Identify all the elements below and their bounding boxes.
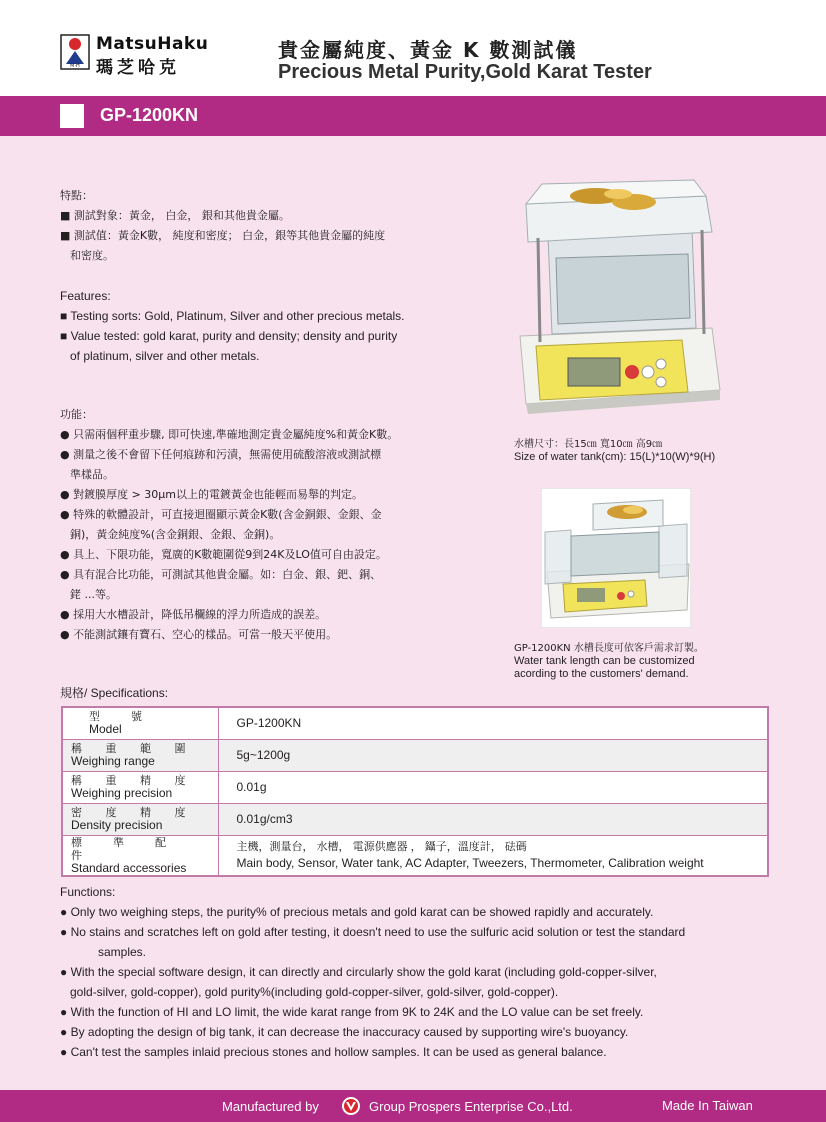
brand-name-en: MatsuHaku: [96, 34, 209, 54]
table-row: [62, 707, 768, 739]
functions-zh-line: ● 不能測試鑲有寶石、空心的樣品。可當一般天平使用。: [60, 628, 338, 641]
functions-zh: [60, 405, 398, 645]
features-zh-line: 和密度。: [70, 249, 114, 262]
page-header: [0, 0, 826, 96]
spec-value: GP-1200KN: [218, 707, 768, 739]
spec-key-zh: 型 號: [89, 710, 152, 724]
features-zh: [60, 186, 385, 266]
functions-zh-line: ● 具有混合比功能，可測試其他貴金屬。如：白金、銀、鈀、銅、: [60, 568, 382, 581]
functions-zh-heading: 功能：: [60, 408, 93, 421]
functions-zh-line: ● 採用大水槽設計，降低吊欄線的浮力所造成的誤差。: [60, 608, 327, 621]
features-zh-line: ■ 測試對象：黃金， 白金， 銀和其他貴金屬。: [60, 209, 290, 222]
image2-caption-zh: GP-1200KN 水槽長度可依客戶需求訂製。: [514, 643, 704, 654]
functions-zh-line: ● 具上、下限功能，寬廣的K數範圍從9到24K及LO值可自由設定。: [60, 548, 387, 561]
spec-key-en: Standard accessories: [71, 860, 187, 875]
spec-value-en: Main body, Sensor, Water tank, AC Adapter, Tweezers, Thermometer, Calibration weight: [236, 856, 704, 870]
spec-key: [62, 771, 218, 803]
spec-key-en: Weighing precision: [71, 786, 173, 800]
features-en-line: ■ Testing sorts: Gold, Platinum, Silver and other precious metals.: [60, 309, 405, 323]
product-image-large: [506, 158, 728, 422]
functions-en-line: ● With the function of HI and LO limit, the wide karat range from 9K to 24K and the LO value can be set freely.: [60, 1005, 644, 1019]
table-row: [62, 803, 768, 835]
spec-value: [218, 835, 768, 876]
functions-zh-line: 準樣品。: [70, 468, 114, 481]
functions-zh-line: 銅)，黃金純度%(含金銅銀、金銀、金銅)。: [70, 528, 281, 541]
spec-key-en: Density precision: [71, 818, 163, 832]
group-prospers-logo-icon: [341, 1096, 361, 1116]
image1-caption-en: Size of water tank(cm): 15(L)*10(W)*9(H): [514, 451, 716, 463]
functions-en-line: ● Only two weighing steps, the purity% of precious metals and gold karat can be showed rapidly and accurately.: [60, 905, 654, 919]
model-band: [0, 96, 826, 136]
features-en-heading: Features:: [60, 289, 111, 303]
image2-caption-en2: acording to the customers' demand.: [514, 668, 689, 680]
spec-key: [62, 803, 218, 835]
page-footer: [0, 1090, 826, 1122]
image1-caption-zh: 水槽尺寸：長15㎝ 寬10㎝ 高9㎝: [514, 439, 663, 450]
functions-zh-line: 銠 ...等。: [70, 588, 117, 601]
image1-caption: [514, 438, 715, 464]
functions-zh-line: ● 特殊的軟體設計，可直接迴圈顯示黃金K數(含金銅銀、金銀、金: [60, 508, 382, 521]
svg-text:M·H: M·H: [70, 63, 80, 69]
made-in-label: Made In Taiwan: [662, 1098, 753, 1113]
specs-heading: 規格/ Specifications:: [60, 686, 169, 700]
table-row: [62, 835, 768, 876]
image2-caption-en1: Water tank length can be customized: [514, 655, 695, 667]
model-name: GP-1200KN: [100, 105, 199, 125]
spec-key: [62, 835, 218, 876]
spec-key-en: Model: [89, 722, 122, 737]
product-image-small: [541, 488, 691, 628]
spec-key: [62, 739, 218, 771]
functions-en-line: ● By adopting the design of big tank, it can decrease the inaccuracy caused by supporting wire's buoyancy.: [60, 1025, 629, 1039]
spec-value-zh: 主機，測量台， 水槽， 電源供應器 ， 鑷子，溫度計， 砝碼: [236, 841, 527, 853]
spec-value: 0.01g/cm3: [218, 803, 768, 835]
matsuhaku-logo-icon: [60, 34, 90, 70]
spec-key-en: Weighing range: [71, 754, 155, 768]
title-en: Precious Metal Purity,Gold Karat Tester: [278, 61, 652, 83]
functions-zh-line: ● 測量之後不會留下任何痕跡和污漬，無需使用硫酸溶液或測試標: [60, 448, 382, 461]
functions-zh-line: ● 只需兩個秤重步驟, 即可快速,準確地測定貴金屬純度%和黃金K數。: [60, 428, 399, 441]
table-row: [62, 771, 768, 803]
functions-en-line: ● With the special software design, it can directly and circularly show the gold karat (including gold-copper-silver,: [60, 965, 657, 979]
spec-key-zh: 標 準 配 件: [71, 835, 197, 862]
functions-en-heading: Functions:: [60, 885, 116, 899]
spec-key-zh: 稱 重 範 圍: [71, 742, 196, 755]
features-en-line: ■ Value tested: gold karat, purity and density; density and purity: [60, 329, 398, 343]
image2-caption: [514, 642, 704, 681]
features-zh-line: ■ 測試值：黃金K數， 純度和密度； 白金，銀等其他貴金屬的純度: [60, 229, 386, 242]
spec-key-zh: 稱 重 精 度: [71, 774, 196, 787]
manufactured-by-label: Manufactured by: [222, 1099, 319, 1114]
features-en: [60, 286, 405, 366]
spec-value: 0.01g: [218, 771, 768, 803]
company-name: Group Prospers Enterprise Co.,Ltd.: [369, 1099, 573, 1114]
functions-zh-line: ● 對鍍膜厚度 > 30μm以上的電鍍黃金也能輕而易舉的判定。: [60, 488, 364, 501]
functions-en-line: samples.: [98, 945, 147, 959]
title-zh: 貴金屬純度、黃金 K 數測試儀: [278, 38, 578, 62]
specs-table: [61, 706, 769, 877]
functions-en-line: ● Can't test the samples inlaid precious stones and hollow samples. It can be used as general balance.: [60, 1045, 607, 1059]
features-zh-heading: 特點：: [60, 189, 93, 202]
band-square: [60, 104, 84, 128]
table-row: [62, 739, 768, 771]
features-en-line: of platinum, silver and other metals.: [70, 349, 260, 363]
spec-key: [62, 707, 218, 739]
brand-name-zh: 瑪芝哈克: [96, 58, 180, 78]
functions-en: [60, 882, 685, 1062]
functions-en-line: ● No stains and scratches left on gold after testing, it doesn't need to use the sulfuric acid solution or test the standard: [60, 925, 686, 939]
spec-value: 5g~1200g: [218, 739, 768, 771]
functions-en-line: gold-silver, gold-copper), gold purity%(including gold-copper-silver, gold-silver, gold-copper).: [70, 985, 559, 999]
spec-key-zh: 密 度 精 度: [71, 806, 196, 819]
